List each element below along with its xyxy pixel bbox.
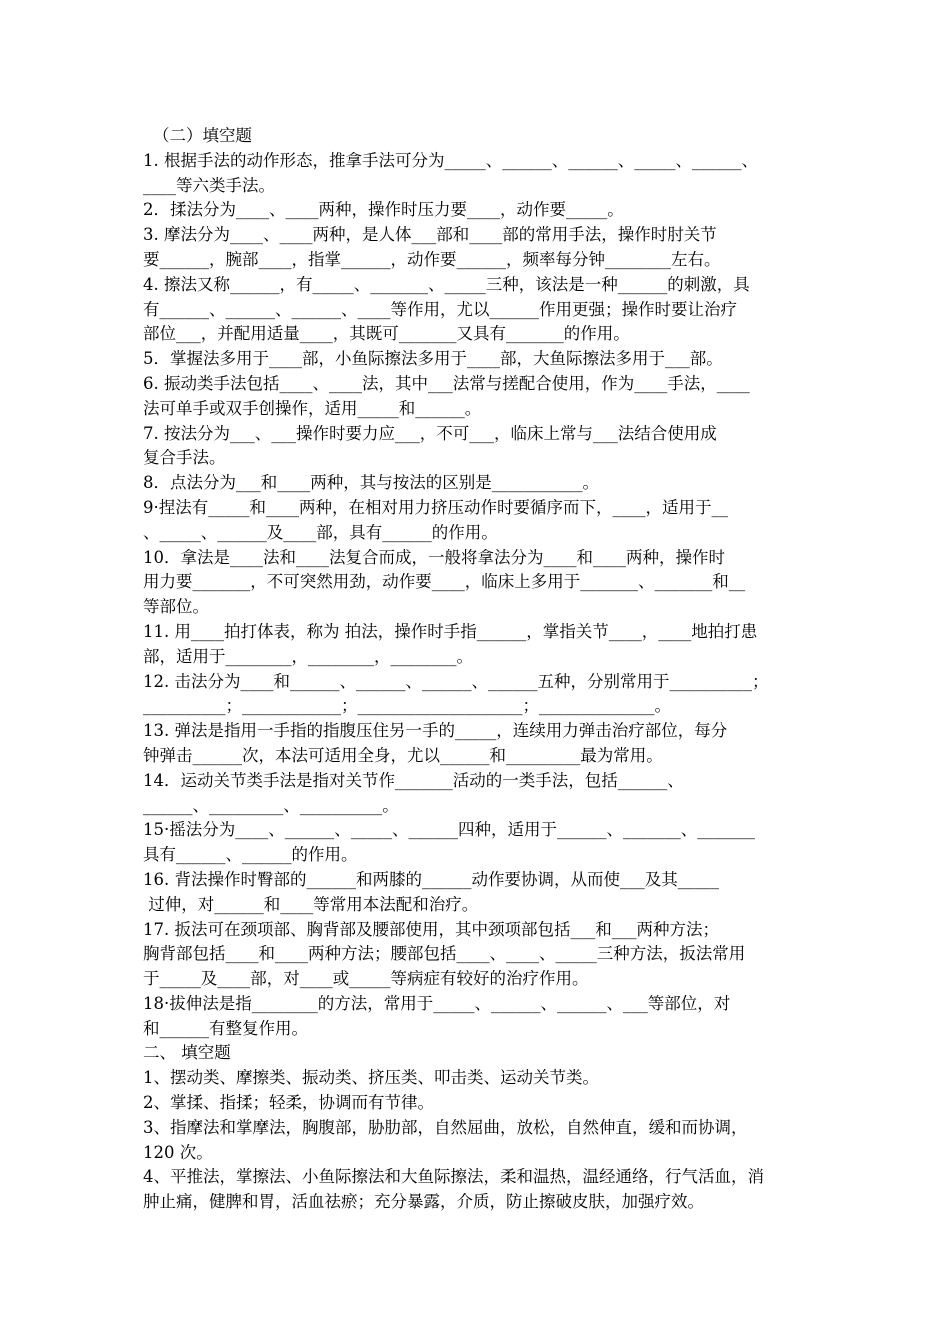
answer-line: 2、掌揉、指揉；轻柔，协调而有节律。 [143,1093,434,1113]
question-17 [143,918,809,992]
question-10 [143,546,809,620]
question-line: 4. 擦法又称______，有_____、_______、_____三种，该法是一种______的刺激，具 [143,274,750,294]
question-line: 5．掌握法多用于____部，小鱼际擦法多用于____部，大鱼际擦法多用于___部。 [143,349,723,369]
question-16 [143,868,809,918]
question-line: __________；____________；____________________；______________。 [143,696,671,716]
question-13 [143,719,809,769]
question-line: 6. 振动类手法包括____、____法，其中___法常与搓配合使用，作为____手法，____ [143,373,750,393]
question-18 [143,992,809,1042]
question-line: 8．点法分为___和____两种，其与按法的区别是___________。 [143,473,599,493]
question-9 [143,496,809,546]
question-3 [143,223,809,273]
question-line: 要______，腕部____，指掌______，动作要______，频率每分钟________左右。 [143,249,721,269]
question-line: 1. 根据手法的动作形态，推拿手法可分为_____、______、______、_____、______、 [143,150,758,170]
question-line: 11. 用____拍打体表，称为 拍法，操作时手指______，掌指关节____，____地拍打患 [143,621,758,641]
question-line: 部，适用于________，________，________。 [143,646,473,666]
question-list [143,149,809,1042]
answer-2 [143,1091,809,1116]
question-line: 法可单手或双手创操作，适用_____和______。 [143,398,482,418]
question-line: 等部位。 [143,597,209,617]
question-line: 14．运动关节类手法是指对关节作_______活动的一类手法，包括______、 [143,770,684,790]
section-heading-questions: （二）填空题 [153,126,252,145]
question-2 [143,198,809,223]
question-line: 7. 按法分为___、___操作时要力应___，不可___，临床上常与___法结合使用成 [143,423,717,443]
answer-line: 120 次。 [143,1142,213,1162]
question-line: ______、_________、__________。 [143,795,399,815]
answer-line: 3、指摩法和掌摩法，胸腹部，胁肋部，自然屈曲，放松，自然伸直，缓和而协调， [143,1117,748,1137]
answer-3 [143,1116,809,1166]
answer-line: 肿止痛，健脾和胃，活血祛瘀；充分暴露，介质，防止擦破皮肤，加强疗效。 [143,1192,704,1212]
answer-list [143,1066,809,1215]
answer-line: 1、摆动类、摩擦类、振动类、挤压类、叩击类、运动关节类。 [143,1068,599,1088]
question-15 [143,818,809,868]
question-line: 复合手法。 [143,448,226,468]
question-11 [143,620,809,670]
question-5 [143,347,809,372]
question-line: 16. 背法操作时臀部的______和两膝的______动作要协调，从而使___及其_____ [143,869,719,889]
question-1 [143,149,809,199]
question-7 [143,422,809,472]
question-12 [143,670,809,720]
question-line: 于_____及____部，对____或_____等病症有较好的治疗作用。 [143,969,589,989]
question-line: 胸背部包括____和____两种方法；腰部包括____、____、_____三种方法，扳法常用 [143,944,746,964]
question-line: ____等六类手法。 [143,175,275,195]
question-line: 和______有整复作用。 [143,1018,308,1038]
question-line: 用力要_______，不可突然用劲，动作要____，临床上多用于_______、_______和__ [143,572,746,592]
question-line: 18·拔伸法是指________的方法，常用于_____、______、______、___等部位，对 [143,993,731,1013]
question-14 [143,769,809,819]
question-line: 部位___，并配用适量____，其既可_______又具有_______的作用。 [143,324,630,344]
answer-1 [143,1066,809,1091]
question-line: 具有______、______的作用。 [143,845,358,865]
question-line: 15·摇法分为____、______、_____、______四种，适用于______、_______、_______ [143,820,755,840]
question-line: 过伸，对______和____等常用本法配和治疗。 [143,894,479,914]
section-heading-answers: 二、 填空题 [143,1043,231,1063]
question-line: 3. 摩法分为____、____两种，是人体___部和____部的常用手法，操作时肘关节 [143,225,717,245]
question-line: 有______、______、______、____等作用，尤以______作用更强；操作时要让治疗 [143,299,737,319]
question-line: 、_____、______及____部，具有______的作用。 [143,522,498,542]
question-line: 10．拿法是____法和____法复合而成，一般将拿法分为____和____两种，操作时 [143,547,725,567]
question-line: 钟弹击______次，本法可适用全身，尤以______和_________最为常用。 [143,745,663,765]
question-line: 12. 击法分为____和______、______、______、______五种，分别常用于__________； [143,671,769,691]
question-8 [143,471,809,496]
question-line: 2．揉法分为____、____两种，操作时压力要____，动作要_____。 [143,200,624,220]
answer-4 [143,1165,809,1215]
question-line: 17. 扳法可在颈项部、胸背部及腰部使用，其中颈项部包括___和___两种方法； [143,919,719,939]
question-line: 13. 弹法是指用一手指的指腹压住另一手的_____，连续用力弹击治疗部位，每分 [143,721,728,741]
question-4 [143,273,809,347]
question-6 [143,372,809,422]
question-line: 9·捏法有_____和____两种，在相对用力挤压动作时要循序而下，____，适用于__ [143,497,728,517]
document-page [143,124,809,1215]
answer-line: 4、平推法，掌擦法、小鱼际擦法和大鱼际擦法，柔和温热，温经通络，行气活血，消 [143,1167,764,1187]
